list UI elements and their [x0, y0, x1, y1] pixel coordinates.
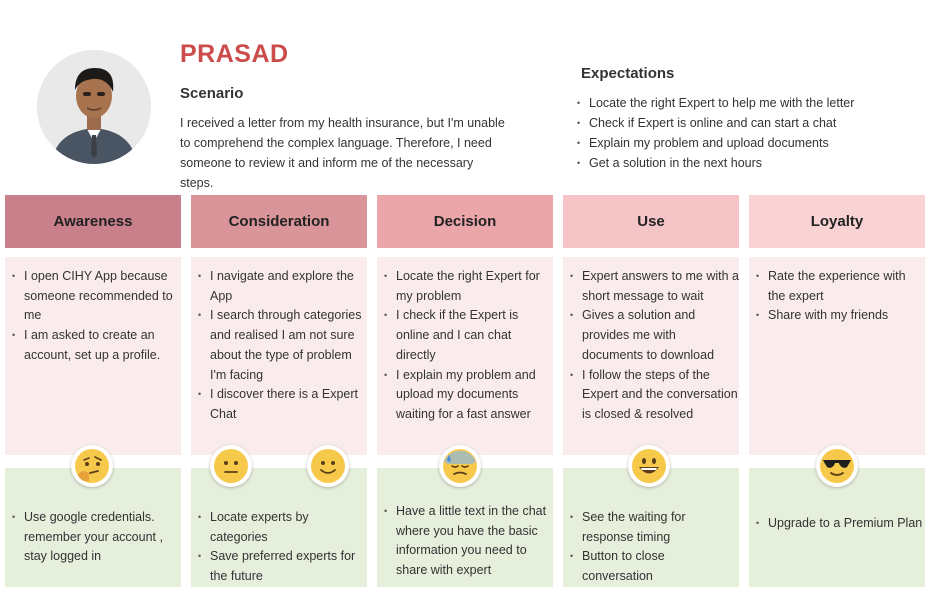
stage-actions — [5, 257, 181, 455]
action-item: • I discover there is a Expert Chat — [191, 385, 367, 424]
expectation-item: • Locate the right Expert to help me with the letter — [575, 93, 854, 113]
actions-list — [377, 257, 553, 425]
action-item: • I check if the Expert is online and I can chat directly — [377, 306, 553, 365]
opportunity-item: • Have a little text in the chat where you have the basic information you need to share with expert — [377, 502, 547, 581]
stage-decision — [377, 195, 553, 578]
stage-opportunities — [191, 468, 367, 587]
persona-name: PRASAD — [180, 40, 289, 68]
action-item: • I navigate and explore the App — [191, 267, 367, 306]
action-item: • I search through categories and realised I am not sure about the type of problem I'm facing — [191, 306, 367, 385]
scenario-text: I received a letter from my health insurance, but I'm unable to comprehend the complex language. Therefore, I need someone to review it and inform me of the necessary steps. — [180, 116, 505, 190]
opportunity-item: • Locate experts by categories — [191, 508, 367, 547]
stage-actions — [563, 257, 739, 455]
opportunities-list — [191, 468, 367, 587]
expectations-list — [575, 93, 854, 173]
action-item: • I explain my problem and upload my documents waiting for a fast answer — [377, 366, 553, 425]
stage-header: Use — [563, 195, 739, 248]
stage-header: Consideration — [191, 195, 367, 248]
action-item: • Expert answers to me with a short message to wait — [563, 267, 739, 306]
stage-actions — [191, 257, 367, 455]
actions-list — [5, 257, 181, 366]
opportunity-item: • See the waiting for response timing — [563, 508, 735, 547]
downcast-sweat-face-icon — [439, 445, 481, 487]
stage-consideration — [191, 195, 367, 584]
action-item: • Rate the experience with the expert — [749, 267, 925, 306]
expectations-heading: Expectations — [581, 65, 675, 82]
action-item: • I follow the steps of the Expert and the conversation is closed & resolved — [563, 366, 739, 425]
opportunity-item: • Upgrade to a Premium Plan — [749, 514, 925, 534]
grinning-face-icon — [628, 445, 670, 487]
slight-smile-icon — [307, 445, 349, 487]
stage-actions — [749, 257, 925, 455]
actions-list — [749, 257, 925, 326]
expectation-item: • Check if Expert is online and can start a chat — [575, 113, 854, 133]
action-item: • I open CIHY App because someone recommended to me — [5, 267, 181, 326]
actions-list — [191, 257, 367, 425]
stage-header: Loyalty — [749, 195, 925, 248]
action-item: • Locate the right Expert for my problem — [377, 267, 553, 306]
stage-loyalty — [749, 195, 925, 530]
actions-list — [563, 257, 739, 425]
opportunity-item: • Button to close conversation — [563, 547, 735, 586]
stage-use — [563, 195, 740, 584]
expectation-item: • Get a solution in the next hours — [575, 153, 854, 173]
stage-actions — [377, 257, 553, 455]
person-photo-icon — [37, 50, 151, 164]
persona-avatar — [37, 50, 151, 164]
expectation-item: • Explain my problem and upload documents — [575, 133, 854, 153]
opportunity-item: • Save preferred experts for the future — [191, 547, 367, 586]
scenario-heading: Scenario — [180, 85, 244, 102]
action-item: • Share with my friends — [749, 306, 925, 326]
opportunity-item: • Use google credentials. remember your account , stay logged in — [5, 508, 177, 567]
stage-header: Awareness — [5, 195, 181, 248]
neutral-face-icon — [210, 445, 252, 487]
stage-header: Decision — [377, 195, 553, 248]
action-item: • I am asked to create an account, set up a profile. — [5, 326, 181, 365]
action-item: • Gives a solution and provides me with documents to download — [563, 306, 739, 365]
sunglasses-face-icon — [816, 445, 858, 487]
thinking-face-icon — [71, 445, 113, 487]
stage-awareness — [5, 195, 181, 564]
